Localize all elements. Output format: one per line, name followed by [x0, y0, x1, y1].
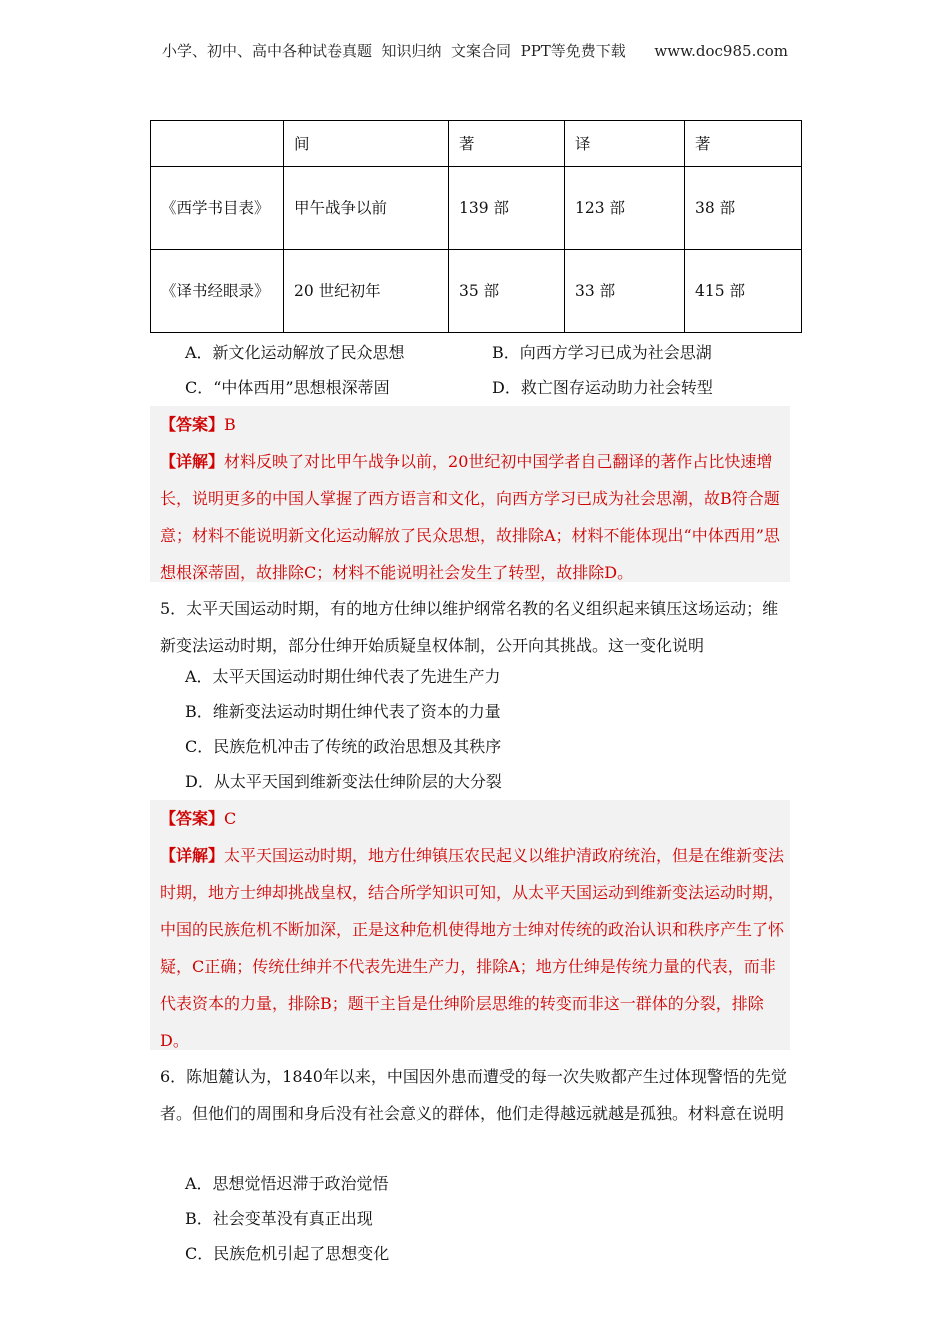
answer-value: B	[224, 415, 236, 434]
answer-label: 【答案】	[160, 415, 225, 434]
answer-value: C	[224, 809, 237, 828]
q6-option-a: A．思想觉悟迟滞于政治觉悟	[185, 1174, 389, 1193]
table-cell: 甲午战争以前	[284, 167, 449, 250]
detail-text: 太平天国运动时期，地方仕绅镇压农民起义以维护清政府统治，但是在维新变法时期，地方士绅却挑战皇权，结合所学知识可知，从太平天国运动到维新变法运动时期，中国的民族危机不断加深，正是这种危机使得地方士绅对传统的政治认识和秩序产生了怀疑，C正确；传统仕绅并不代表先进生产力，排除A；地方仕绅是传统力量的代表，而非代表资本的力量，排除B；题干主旨是仕绅阶层思维的转变而非这一群体的分裂，排除D。	[160, 846, 785, 1050]
table-cell: 35 部	[449, 250, 565, 333]
table-cell: 间	[284, 121, 449, 167]
table-row	[151, 121, 802, 167]
table-cell: 20 世纪初年	[284, 250, 449, 333]
table-cell: 著	[449, 121, 565, 167]
question-text: 5．太平天国运动时期，有的地方仕绅以维护纲常名教的名义组织起来镇压这场运动；维新变法运动时期，部分仕绅开始质疑皇权体制，公开向其挑战。这一变化说明	[160, 599, 779, 655]
detail-text: 材料反映了对比甲午战争以前，20世纪初中国学者自己翻译的著作占比快速增长，说明更多的中国人掌握了西方语言和文化，向西方学习已成为社会思潮，故B符合题意；材料不能说明新文化运动解放了民众思想，故排除A；材料不能体现出“中体西用”思想根深蒂固，故排除C；材料不能说明社会发生了转型，故排除D。	[160, 452, 780, 582]
detail-label: 【详解】	[160, 452, 225, 471]
detail-label: 【详解】	[160, 846, 225, 865]
table-cell: 著	[685, 121, 802, 167]
q6-option-b: B．社会变革没有真正出现	[185, 1209, 373, 1228]
q4-answer-box	[150, 406, 790, 582]
table-cell: 415 部	[685, 250, 802, 333]
q6-option-c: C．民族危机引起了思想变化	[185, 1244, 390, 1263]
q6-stem	[160, 1058, 790, 1132]
table-cell	[151, 121, 284, 167]
q5-option-c: C．民族危机冲击了传统的政治思想及其秩序	[185, 737, 502, 756]
q5-option-d: D．从太平天国到维新变法仕绅阶层的大分裂	[185, 772, 502, 791]
q4-option-b: B．向西方学习已成为社会思湖	[492, 343, 712, 362]
source-table	[150, 120, 802, 333]
q4-option-d: D．救亡图存运动助力社会转型	[492, 378, 713, 397]
table-cell: 123 部	[565, 167, 685, 250]
table-cell: 33 部	[565, 250, 685, 333]
table-cell: 139 部	[449, 167, 565, 250]
q4-option-a: A．新文化运动解放了民众思想	[185, 343, 405, 362]
table-cell: 《西学书目表》	[151, 167, 284, 250]
q5-option-a: A．太平天国运动时期仕绅代表了先进生产力	[185, 667, 501, 686]
table-row	[151, 250, 802, 333]
q4-option-c: C．“中体西用”思想根深蒂固	[185, 378, 390, 397]
table-row	[151, 167, 802, 250]
table-cell: 38 部	[685, 167, 802, 250]
answer-label: 【答案】	[160, 809, 225, 828]
q5-stem	[160, 590, 790, 664]
question-text: 6．陈旭麓认为，1840年以来，中国因外患而遭受的每一次失败都产生过体现警悟的先觉者。但他们的周围和身后没有社会意义的群体，他们走得越远就越是孤独。材料意在说明	[160, 1067, 787, 1123]
q5-answer-box	[150, 800, 790, 1050]
table-cell: 译	[565, 121, 685, 167]
q5-option-b: B．维新变法运动时期仕绅代表了资本的力量	[185, 702, 501, 721]
table-cell: 《译书经眼录》	[151, 250, 284, 333]
page-header: 小学、初中、高中各种试卷真题 知识归纳 文案合同 PPT等免费下载 www.doc985.com	[161, 42, 788, 60]
